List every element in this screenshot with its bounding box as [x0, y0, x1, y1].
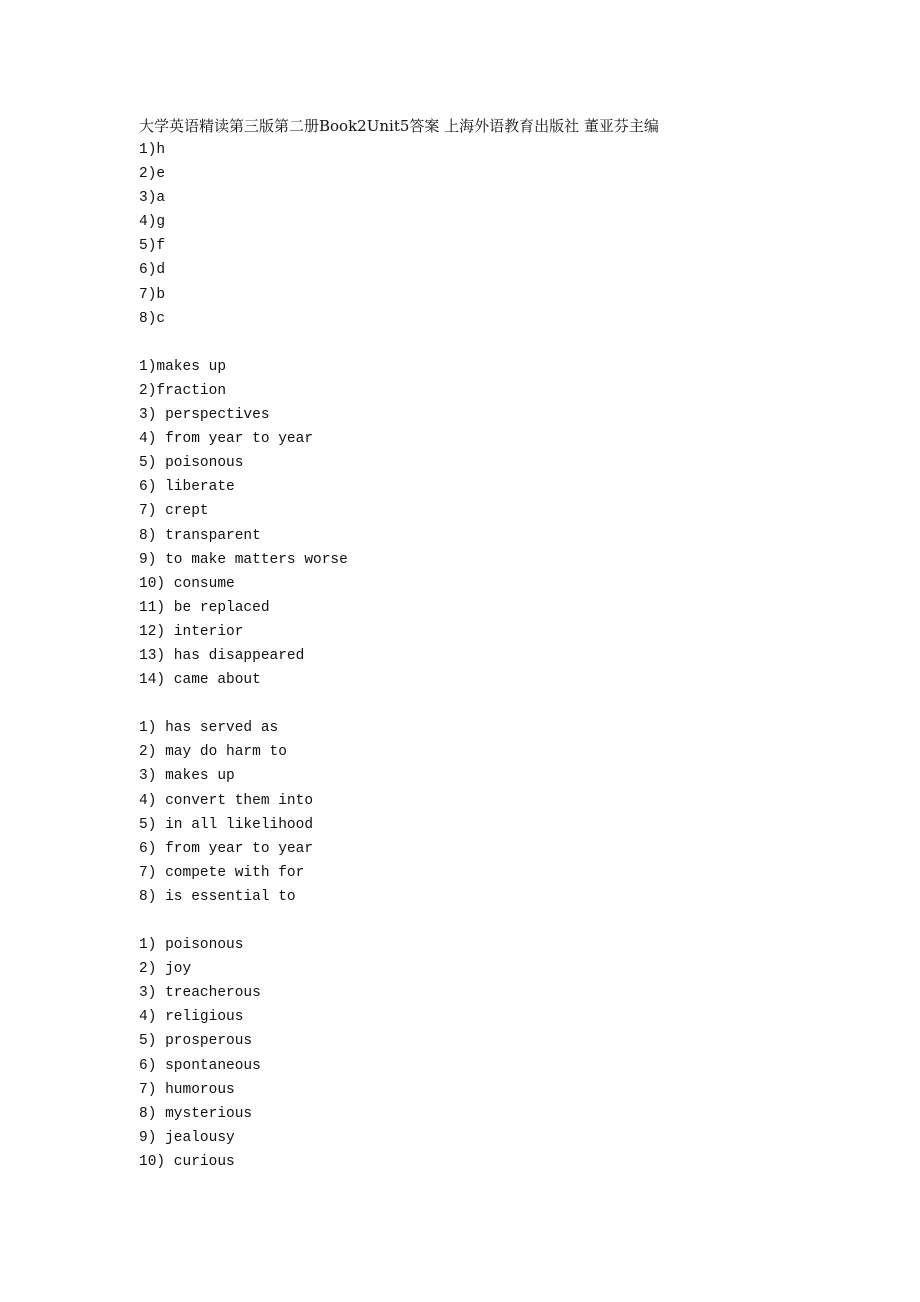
section-gap [139, 692, 879, 716]
answer-line: 2) may do harm to [139, 744, 287, 761]
answer-line: 5) prosperous [139, 1033, 253, 1050]
answer-line: 4) religious [139, 1009, 244, 1026]
answer-line: 11) be replaced [139, 599, 270, 616]
answer-line: 7)b [139, 286, 166, 303]
document-body [139, 114, 879, 1174]
answer-line: 7) compete with for [139, 864, 305, 881]
answer-line: 9) to make matters worse [139, 551, 348, 568]
answer-line: 13) has disappeared [139, 647, 305, 664]
answer-section-2 [139, 355, 879, 692]
answer-line: 9) jealousy [139, 1129, 235, 1146]
answer-line: 5) in all likelihood [139, 816, 314, 833]
answer-line: 3) perspectives [139, 407, 270, 424]
document-title: 大学英语精读第三版第二册Book2Unit5答案 上海外语教育出版社 董亚芬主编 [139, 117, 659, 135]
answer-line: 6) from year to year [139, 840, 314, 857]
answer-line: 3) treacherous [139, 985, 261, 1002]
answer-line: 7) crept [139, 503, 209, 520]
answer-line: 1)makes up [139, 358, 227, 375]
answer-line: 7) humorous [139, 1081, 235, 1098]
answer-line: 8)c [139, 310, 166, 327]
answer-line: 5)f [139, 238, 166, 255]
answer-line: 6) spontaneous [139, 1057, 261, 1074]
answer-line: 3)a [139, 190, 166, 207]
answer-line: 2) joy [139, 961, 192, 978]
answer-line: 3) makes up [139, 768, 235, 785]
answer-line: 1)h [139, 142, 166, 158]
answer-line: 1) has served as [139, 720, 279, 737]
answer-line: 2)fraction [139, 382, 227, 399]
answer-line: 5) poisonous [139, 455, 244, 472]
answer-line: 2)e [139, 166, 166, 183]
answer-line: 10) consume [139, 575, 235, 592]
section-gap [139, 331, 879, 355]
answer-line: 6)d [139, 262, 166, 279]
answer-line: 4) convert them into [139, 792, 314, 809]
answer-section-4 [139, 933, 879, 1174]
answer-line: 12) interior [139, 623, 244, 640]
answer-line: 4) from year to year [139, 431, 314, 448]
answer-line: 8) is essential to [139, 888, 296, 905]
answer-line: 14) came about [139, 672, 261, 689]
section-gap [139, 909, 879, 933]
answer-section-3 [139, 716, 879, 909]
answer-line: 10) curious [139, 1153, 235, 1170]
answer-line: 6) liberate [139, 479, 235, 496]
answer-line: 1) poisonous [139, 937, 244, 954]
answer-section-1 [139, 138, 879, 331]
answer-line: 8) transparent [139, 527, 261, 544]
answer-line: 8) mysterious [139, 1105, 253, 1122]
answer-line: 4)g [139, 214, 166, 231]
